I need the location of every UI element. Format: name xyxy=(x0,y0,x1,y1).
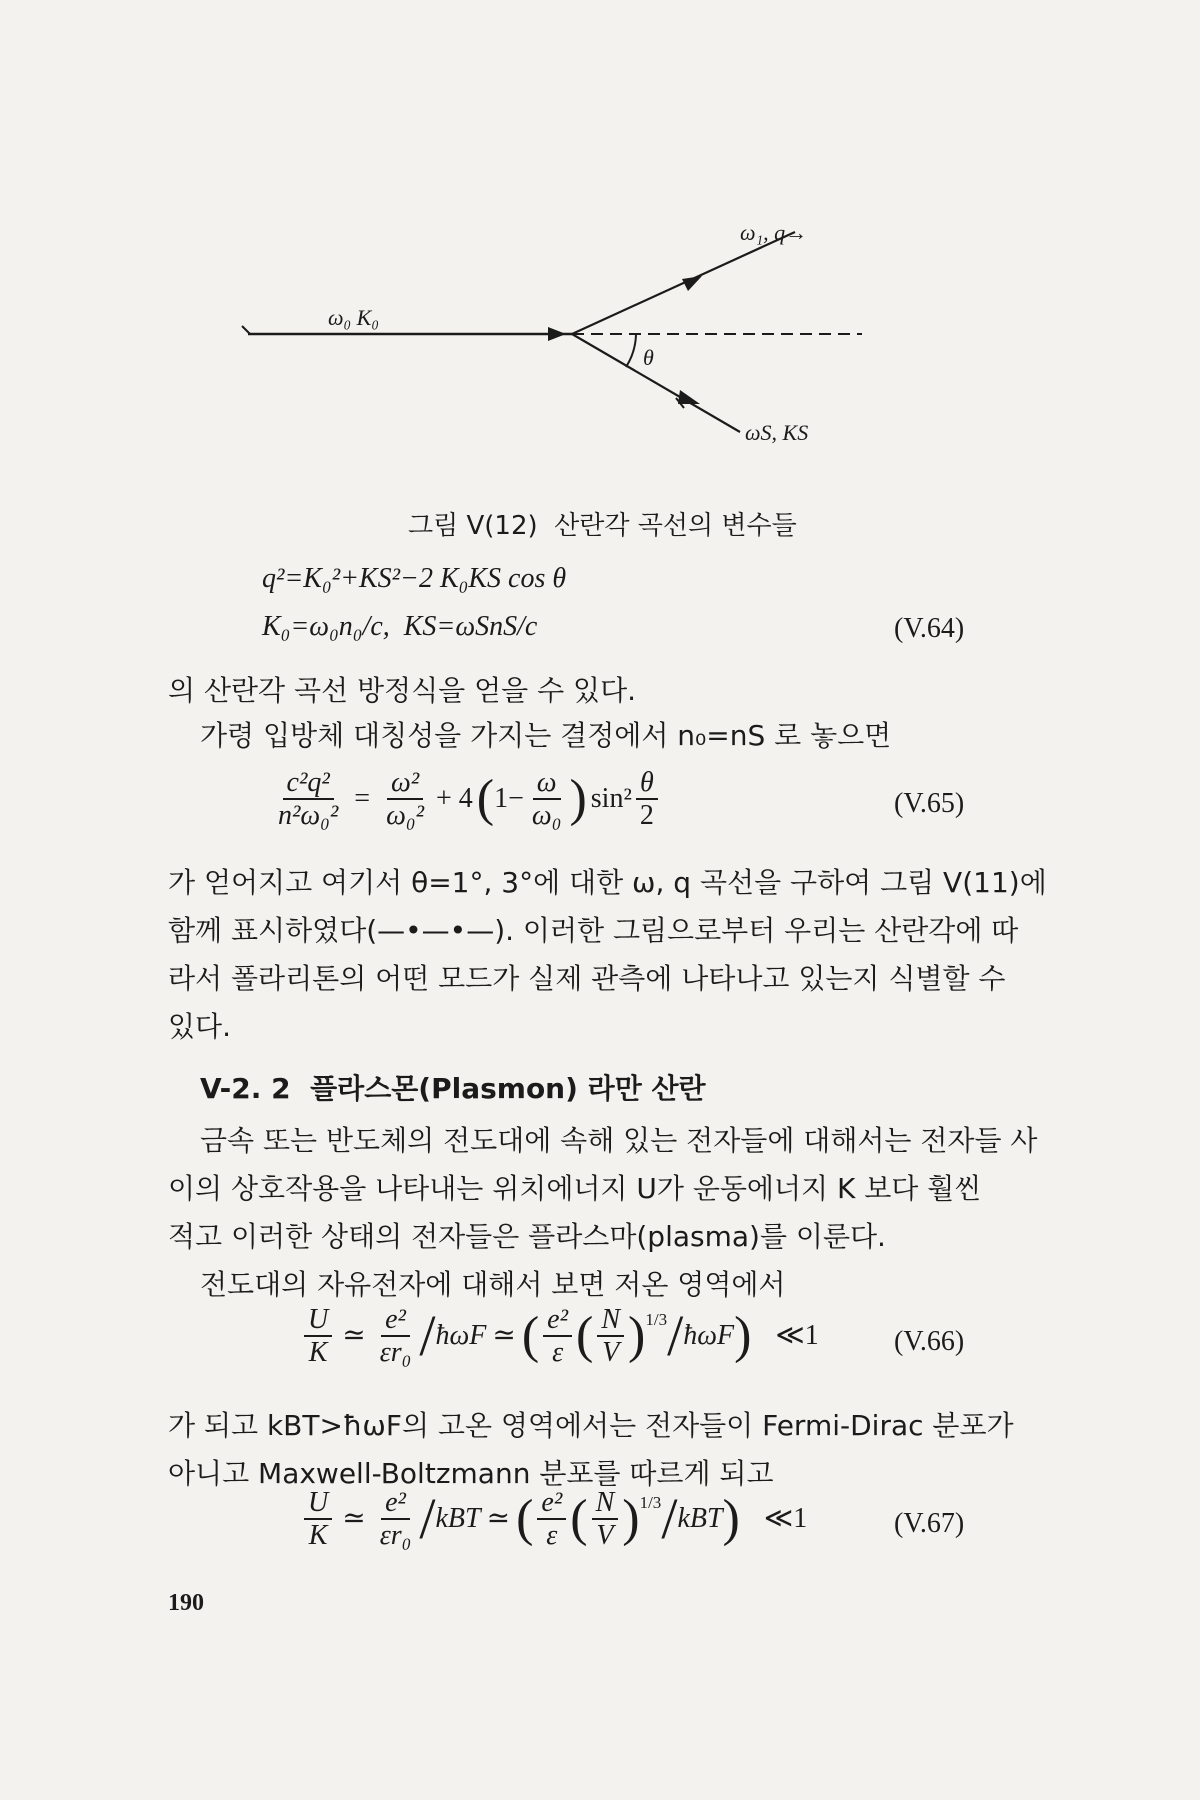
equation-number-v64: (V.64) xyxy=(894,613,965,644)
equation-v66: $\frac{U}{K}$ ≃ $\frac{\text{e²}}{\text{εr₀}}$ / ħωF ≃ ( $\frac{\text{e²}}{\varepsilon}$ ( $\frac{N}{V}$ ) 1/3 / ħωF ) ≪1 xyxy=(300,1305,819,1368)
paragraph-1-line-1: 의 산란각 곡선 방정식을 얻을 수 있다. xyxy=(168,674,637,707)
scattering-diagram xyxy=(0,0,1200,470)
label-scattered-down: ωS, KS xyxy=(745,420,809,445)
paragraph-3-line-4: 전도대의 자유전자에 대해서 보면 저온 영역에서 xyxy=(200,1268,786,1301)
eq65-lhs-fraction: $\frac{\text{c²q²}}{\text{n²ω₀²}}$ xyxy=(278,767,339,832)
scattered-down-line xyxy=(572,334,740,432)
scattered-up-line xyxy=(572,232,795,334)
eq65-term3-fraction: $\frac{\theta}{2}$ xyxy=(636,768,658,831)
section-heading: V-2. 2 플라스몬(Plasmon) 라만 산란 xyxy=(200,1072,706,1105)
paragraph-2-line-1: 가 얻어지고 여기서 θ=1°, 3°에 대한 ω, q 곡선을 구하여 그림 V(11)에 xyxy=(168,866,1047,899)
paragraph-4-line-1: 가 되고 kBT>ħωF의 고온 영역에서는 전자들이 Fermi-Dirac 분포가 xyxy=(168,1409,1014,1442)
equation-number-v66: (V.66) xyxy=(894,1326,965,1357)
label-angle: θ xyxy=(643,345,654,370)
figure-caption: 그림 V(12) 산란각 곡선의 변수들 xyxy=(408,511,797,541)
paragraph-3-line-3: 적고 이러한 상태의 전자들은 플라스마(plasma)를 이룬다. xyxy=(168,1220,886,1253)
paragraph-2-line-4: 있다. xyxy=(168,1010,231,1043)
paragraph-3-line-2: 이의 상호작용을 나타내는 위치에너지 U가 운동에너지 K 보다 훨씬 xyxy=(168,1172,982,1205)
eq65-inner-fraction: $\frac{\omega}{\text{ω₀}}$ xyxy=(531,767,562,832)
equation-v67: $\frac{U}{K}$ ≃ $\frac{\text{e²}}{\text{εr₀}}$ / kBT ≃ ( $\frac{\text{e²}}{\varepsilon}$ ( $\frac{N}{V}$ ) 1/3 / kBT ) ≪1 xyxy=(300,1488,807,1551)
label-scattered-up: ω₁, q→ xyxy=(740,220,808,245)
eq65-term1-fraction: $\frac{\text{ω²}}{\text{ω₀²}}$ xyxy=(386,767,424,832)
scattered-down-arrowhead xyxy=(678,390,700,404)
equation-v65: $\frac{\text{c²q²}}{\text{n²ω₀²}}$ = $\frac{\text{ω²}}{\text{ω₀²}}$ + 4 ( 1− $\frac{\omega}{\text{ω₀}}$ ) sin² $\frac{\theta}{2}$ xyxy=(270,768,662,831)
paragraph-4-line-2: 아니고 Maxwell-Boltzmann 분포를 따르게 되고 xyxy=(168,1457,774,1490)
angle-arc xyxy=(626,334,636,367)
paragraph-2-line-3: 라서 폴라리톤의 어떤 모드가 실제 관측에 나타나고 있는지 식별할 수 xyxy=(168,962,1006,995)
equation-number-v65: (V.65) xyxy=(894,788,965,819)
paragraph-2-line-2: 함께 표시하였다(—•—•—). 이러한 그림으로부터 우리는 산란각에 따 xyxy=(168,914,1019,947)
equation-number-v67: (V.67) xyxy=(894,1508,965,1539)
paragraph-3-line-1: 금속 또는 반도체의 전도대에 속해 있는 전자들에 대해서는 전자들 사 xyxy=(200,1124,1038,1157)
equation-v64-line2: K₀=ω₀n₀/c, KS=ωSnS/c xyxy=(262,611,538,642)
page-number: 190 xyxy=(168,1590,204,1616)
equation-v64-line1: q²=K₀²+KS²−2 K₀KS cos θ xyxy=(262,563,567,594)
paragraph-1-line-2: 가령 입방체 대칭성을 가지는 결정에서 n₀=nS 로 놓으면 xyxy=(200,719,892,752)
incident-arrowhead xyxy=(548,327,566,341)
scattered-up-arrowhead xyxy=(682,276,702,291)
label-incident: ω₀ K₀ xyxy=(328,305,380,330)
